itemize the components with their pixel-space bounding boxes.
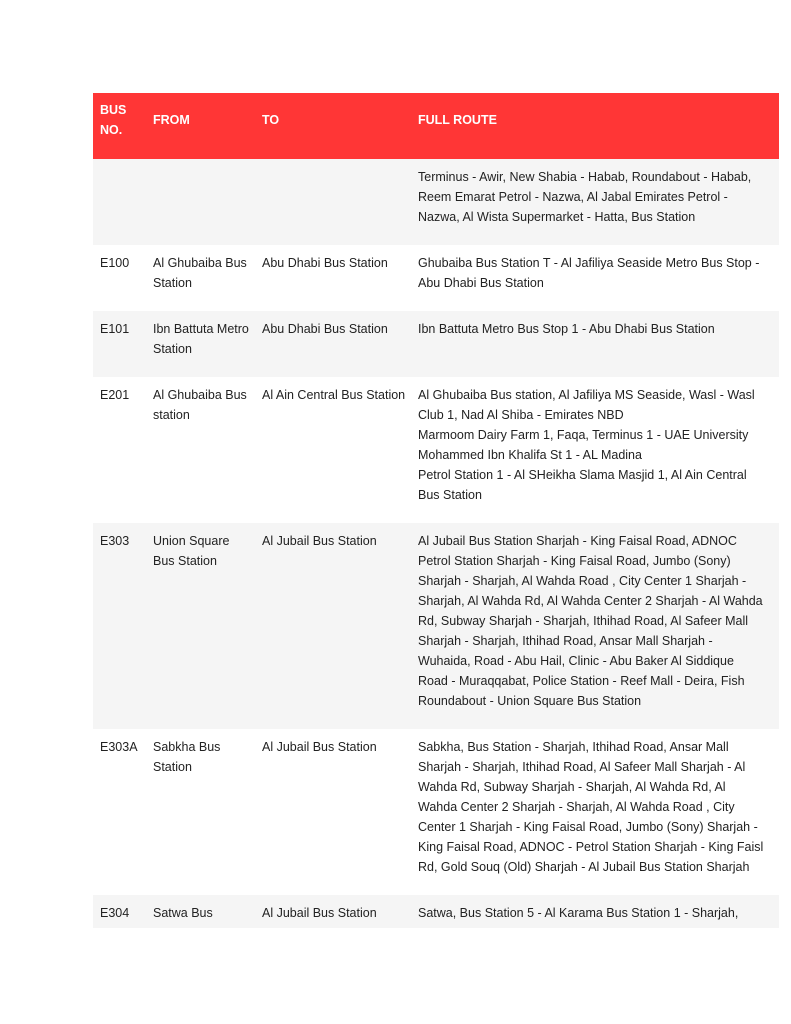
route-line: Sharjah - Sharjah, Ithihad Road, Ansar Mall Sharjah - — [418, 634, 713, 648]
header-bus-no — [100, 100, 150, 140]
row-bus-no: E303 — [100, 534, 130, 548]
row-to: Al Jubail Bus Station — [262, 534, 377, 548]
row-to: Al Ain Central Bus Station — [262, 388, 406, 402]
route-line: Ghubaiba Bus Station T - Al Jafiliya Seaside Metro Bus Stop - — [418, 256, 760, 270]
route-line: Club 1, Nad Al Shiba - Emirates NBD — [418, 408, 624, 422]
route-line: Sharjah, Al Wahda Rd, Al Wahda Center 2 Sharjah - Al Wahda — [418, 594, 763, 608]
table-row — [93, 729, 779, 895]
row-to: Al Jubail Bus Station — [262, 906, 377, 920]
row-from: Al Ghubaiba Bus station — [153, 388, 247, 422]
route-line: Marmoom Dairy Farm 1, Faqa, Terminus 1 - UAE University — [418, 428, 749, 442]
table-row — [93, 311, 779, 377]
route-line: Petrol Station 1 - Al SHeikha Slama Masjid 1, Al Ain Central — [418, 468, 747, 482]
route-line: Reem Emarat Petrol - Nazwa, Al Jabal Emirates Petrol - — [418, 190, 728, 204]
row-route — [418, 253, 773, 293]
bus-routes-table — [93, 93, 779, 928]
header-bus-no-line1: BUS — [100, 103, 127, 117]
row-bus-no: E100 — [100, 256, 130, 270]
row-to: Abu Dhabi Bus Station — [262, 256, 388, 270]
route-line: Abu Dhabi Bus Station — [418, 276, 544, 290]
row-bus-no: E201 — [100, 388, 130, 402]
row-from: Satwa Bus — [153, 906, 213, 920]
header-full-route: FULL ROUTE — [418, 113, 497, 127]
route-line: Wuhaida, Road - Abu Hail, Clinic - Abu Baker Al Siddique — [418, 654, 734, 668]
row-bus-no: E303A — [100, 740, 138, 754]
row-to: Al Jubail Bus Station — [262, 740, 377, 754]
route-line: Rd, Gold Souq (Old) Sharjah - Al Jubail Bus Station Sharjah — [418, 860, 750, 874]
table-row — [93, 895, 779, 928]
row-route — [418, 903, 773, 923]
header-bus-no-line2: NO. — [100, 123, 123, 137]
route-line: Sharjah - Sharjah, Al Wahda Road , City Center 1 Sharjah - — [418, 574, 747, 588]
header-to: TO — [262, 113, 280, 127]
table-row — [93, 159, 779, 245]
row-bus-no: E101 — [100, 322, 130, 336]
route-line: Sabkha, Bus Station - Sharjah, Ithihad Road, Ansar Mall — [418, 740, 729, 754]
row-from: Ibn Battuta Metro Station — [153, 322, 249, 356]
row-from: Sabkha Bus Station — [153, 740, 221, 774]
route-line: Bus Station — [418, 488, 482, 502]
row-route — [418, 167, 773, 227]
route-line: Rd, Subway Sharjah - Sharjah, Ithihad Road, Al Safeer Mall — [418, 614, 749, 628]
route-line: Wahda Center 2 Sharjah - Sharjah, Al Wahda Road , City — [418, 800, 735, 814]
row-from: Al Ghubaiba Bus Station — [153, 256, 247, 290]
route-line: Satwa, Bus Station 5 - Al Karama Bus Station 1 - Sharjah, — [418, 906, 739, 920]
route-line: Sharjah - Sharjah, Ithihad Road, Al Safeer Mall Sharjah - Al — [418, 760, 746, 774]
route-line: Wahda Rd, Subway Sharjah - Sharjah, Al Wahda Rd, Al — [418, 780, 726, 794]
route-line: Nazwa, Al Wista Supermarket - Hatta, Bus Station — [418, 210, 696, 224]
header-from: FROM — [153, 113, 190, 127]
row-from: Union Square Bus Station — [153, 534, 230, 568]
route-line: Al Jubail Bus Station Sharjah - King Faisal Road, ADNOC — [418, 534, 737, 548]
row-route — [418, 531, 773, 711]
table-row — [93, 523, 779, 729]
route-line: Terminus - Awir, New Shabia - Habab, Roundabout - Habab, — [418, 170, 752, 184]
route-line: King Faisal Road, ADNOC - Petrol Station Sharjah - King Faisl — [418, 840, 764, 854]
row-route — [418, 385, 773, 505]
row-route — [418, 737, 773, 877]
route-line: Petrol Station Sharjah - King Faisal Road, Jumbo (Sony) — [418, 554, 731, 568]
table-header — [93, 93, 779, 159]
route-line: Center 1 Sharjah - King Faisal Road, Jumbo (Sony) Sharjah - — [418, 820, 758, 834]
table-row — [93, 377, 779, 523]
route-line: Road - Muraqqabat, Police Station - Reef Mall - Deira, Fish — [418, 674, 745, 688]
route-line: Roundabout - Union Square Bus Station — [418, 694, 642, 708]
row-to: Abu Dhabi Bus Station — [262, 322, 388, 336]
row-bus-no: E304 — [100, 906, 130, 920]
table-row — [93, 245, 779, 311]
row-route — [418, 319, 773, 339]
route-line: Ibn Battuta Metro Bus Stop 1 - Abu Dhabi Bus Station — [418, 322, 715, 336]
route-line: Mohammed Ibn Khalifa St 1 - AL Madina — [418, 448, 642, 462]
route-line: Al Ghubaiba Bus station, Al Jafiliya MS Seaside, Wasl - Wasl — [418, 388, 755, 402]
